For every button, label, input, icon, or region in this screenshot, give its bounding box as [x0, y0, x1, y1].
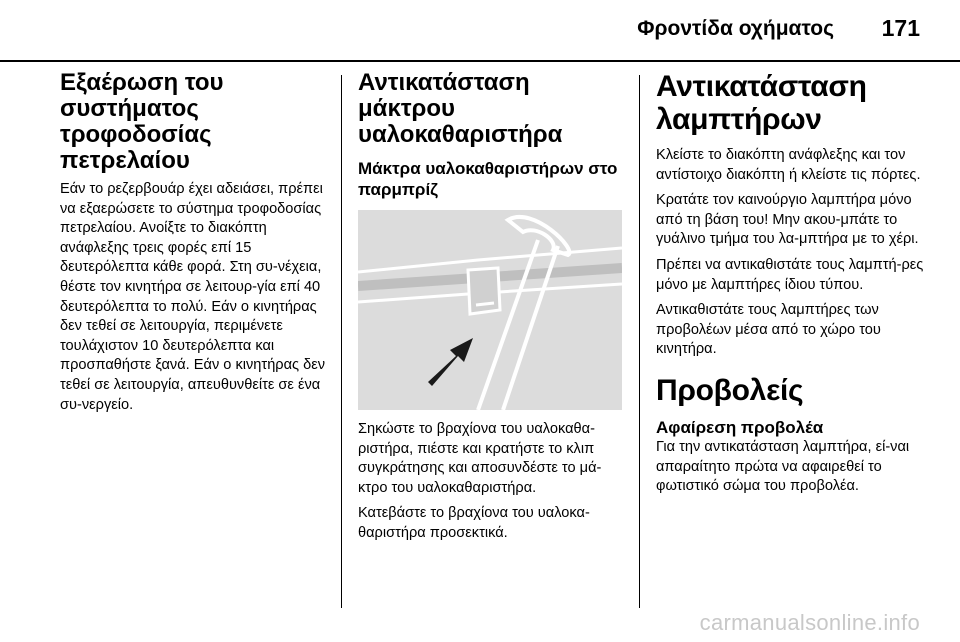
wiper-step-2: Κατεβάστε το βραχίονα του υαλοκα-θαριστήρα προσεκτικά.	[358, 505, 590, 541]
heading-fuel-bleed: Εξαέρωση του συστήματος τροφοδοσίας πετρελαίου	[60, 69, 224, 174]
wiper-step-1: Σηκώστε το βραχίονα του υαλοκαθα-ριστήρα, πιέστε και κρατήστε το κλιπ συγκράτησης και αποσυνδέστε το μά-κτρο του υαλοκαθαριστήρα.	[358, 421, 602, 496]
page-number: 171	[881, 15, 920, 41]
watermark: carmanualsonline.info	[699, 610, 920, 635]
heading-headlights: Προβολείς	[656, 373, 804, 407]
column-1	[60, 70, 332, 415]
column-2	[358, 70, 626, 544]
bulb-text-4: Αντικαθιστάτε τους λαμπτήρες των προβολέων μέσα από το χώρο του κινητήρα.	[656, 302, 881, 358]
wiper-blade-illustration	[358, 210, 622, 410]
heading-wiper-blade: Αντικατάσταση μάκτρου υαλοκαθαριστήρα	[358, 69, 563, 148]
column-divider-1	[341, 75, 342, 608]
section-title: Φροντίδα οχήματος	[637, 17, 834, 40]
bulb-text-3: Πρέπει να αντικαθιστάτε τους λαμπτή-ρες μόνο με λαμπτήρες ίδιου τύπου.	[656, 256, 924, 293]
column-divider-2	[639, 75, 640, 608]
bulb-text-2: Κρατάτε τον καινούργιο λαμπτήρα μόνο από τη βάση του! Μην ακου-μπάτε το γυάλινο τμήμα του λα-μπτήρα με το χέρι.	[656, 192, 919, 248]
header-rule	[0, 60, 960, 62]
headlight-removal-text: Για την αντικατάσταση λαμπτήρα, εί-ναι απαραίτητο πρώτα να αφαιρεθεί το φωτιστικό σώμα του προβολέα.	[656, 438, 910, 495]
bulb-text-1: Κλείστε το διακόπτη ανάφλεξης και τον αντίστοιχο διακόπτη ή κλείστε τις πόρτες.	[656, 147, 921, 183]
page-header	[0, 0, 960, 60]
fuel-bleed-text: Εάν το ρεζερβουάρ έχει αδειάσει, πρέπει να εξαερώσετε το σύστημα τροφοδοσίας πετρελαίου. Ανοίξτε το διακόπτη ανάφλεξης τρεις φορές επί 15 δευτερόλεπτα κάθε φορά. Στη συ-νέχεια, θέστε τον κινητήρα σε λειτουρ-γία επί 40 δευτερόλεπτα το πολύ. Εάν ο κινητήρας δεν τεθεί σε λειτουργία, περιμένετε τουλάχιστον 10 δευτερόλεπτα και προσπαθήστε ξανά. Εάν ο κινητήρας δεν τεθεί σε λειτουργία, απευθυνθείτε σε ένα συ-νεργείο.	[60, 181, 326, 413]
heading-bulb-replacement: Αντικατάσταση λαμπτήρων	[656, 70, 867, 136]
subheading-windscreen-wipers: Μάκτρα υαλοκαθαριστήρων στο παρμπρίζ	[358, 159, 618, 199]
column-3	[656, 70, 926, 497]
subheading-headlight-removal: Αφαίρεση προβολέα	[656, 417, 824, 437]
